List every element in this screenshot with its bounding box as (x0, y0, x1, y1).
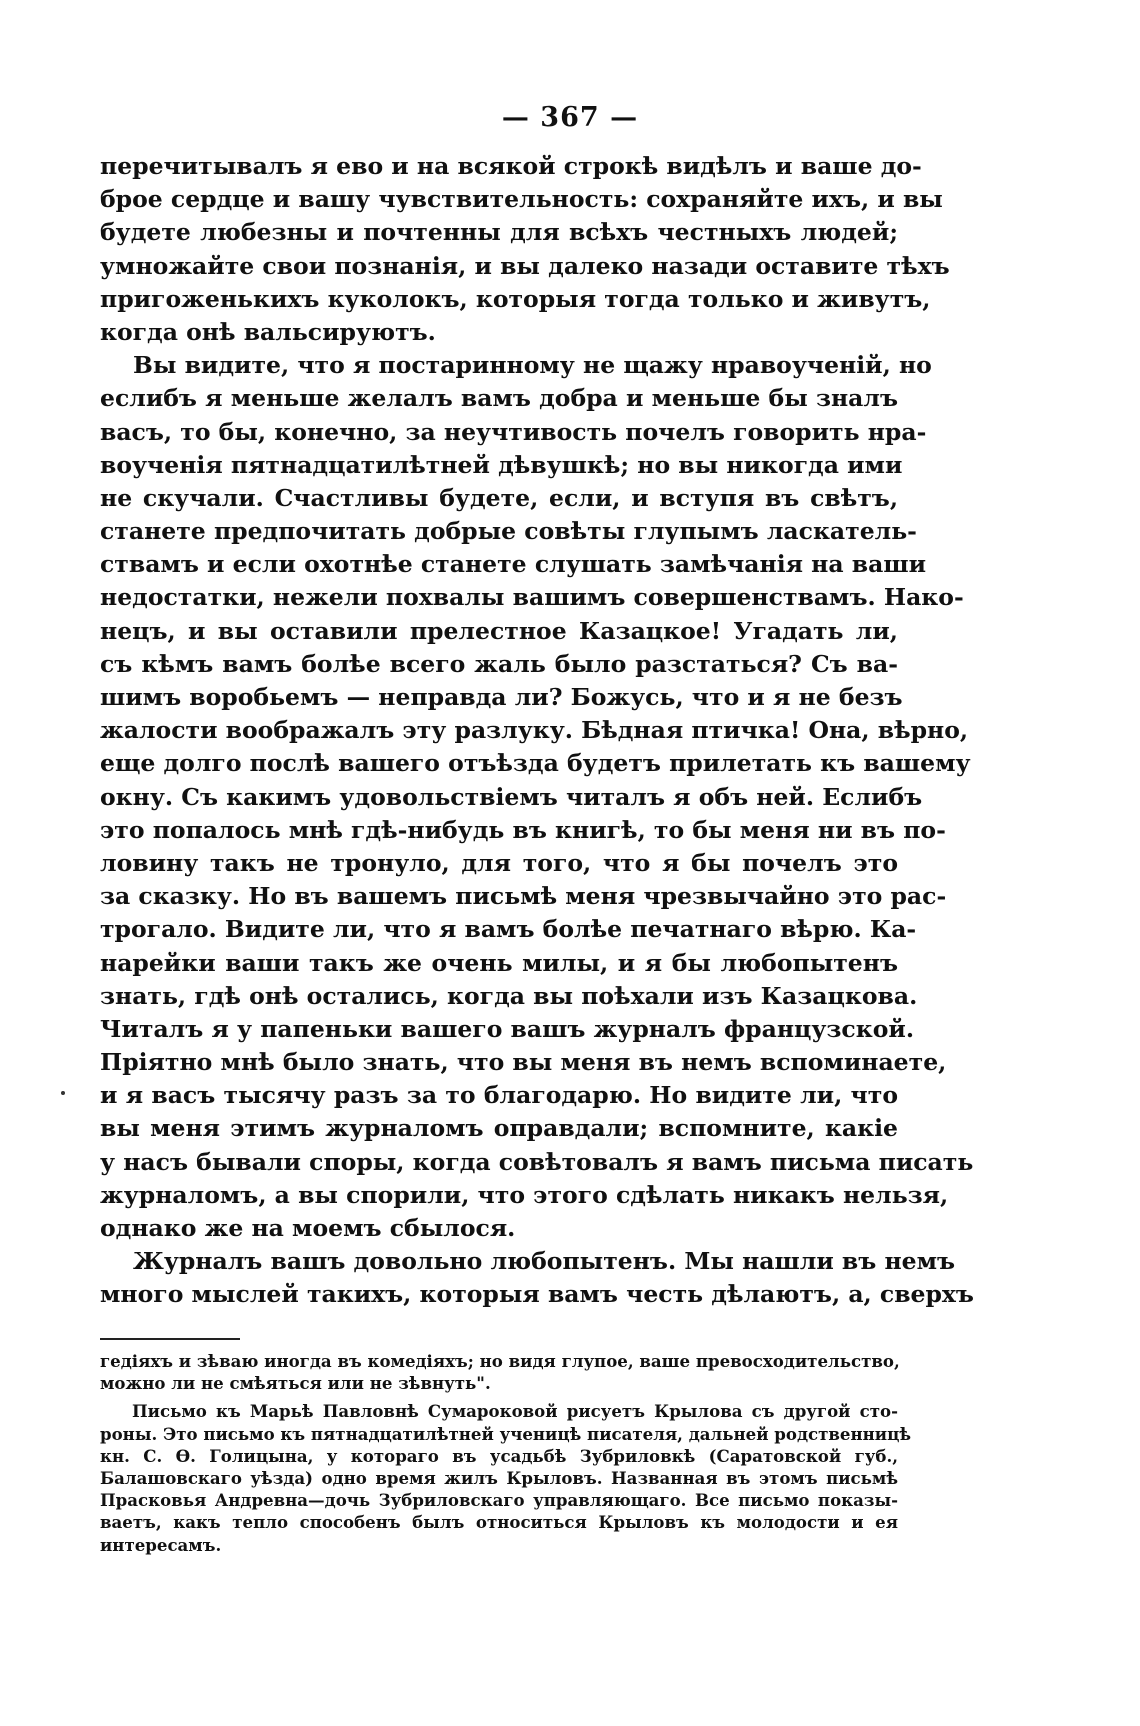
text-line: вы меня этимъ журналомъ оправдали; вспомните, какіе (100, 1114, 898, 1143)
footnote-line: ваетъ, какъ тепло способенъ былъ относиться Крыловъ къ молодости и ея (100, 1512, 898, 1533)
footnotes (100, 1350, 912, 1556)
text-line: жалости воображалъ эту разлуку. Бѣдная птичка! Она, вѣрно, (100, 716, 969, 745)
text-line: еще долго послѣ вашего отъѣзда будетъ прилетать къ вашему (100, 749, 971, 778)
text-line: Пріятно мнѣ было знать, что вы меня въ немъ вспоминаете, (100, 1048, 947, 1077)
text-line: окну. Съ какимъ удовольствіемъ читалъ я объ ней. Еслибъ (100, 782, 923, 811)
page-number: — 367 — (501, 102, 639, 133)
footnote-divider (100, 1338, 240, 1340)
footnote-line: можно ли не смѣяться или не зѣвнуть". (100, 1373, 491, 1394)
text-line: будете любезны и почтенны для всѣхъ честныхъ людей; (100, 218, 898, 247)
text-line: трогало. Видите ли, что я вамъ болѣе печатнаго вѣрю. Ка- (100, 915, 917, 944)
text-line: много мыслей такихъ, которыя вамъ честь дѣлаютъ, а, сверхъ (100, 1280, 974, 1309)
text-line: шимъ воробьемъ — неправда ли? Божусь, что и я не безъ (100, 683, 903, 711)
text-line: за сказку. Но въ вашемъ письмѣ меня чрезвычайно это рас- (100, 882, 947, 911)
text-line: брое сердце и вашу чувствительность: сохраняйте ихъ, и вы (100, 185, 943, 214)
text-line: знать, гдѣ онѣ остались, когда вы поѣхали изъ Казацкова. (100, 981, 918, 1010)
footnote-line: кн. С. Ѳ. Голицына, у котораго въ усадьбѣ Зубриловкѣ (Саратовской губ., (100, 1445, 898, 1466)
footnote-line: роны. Это письмо къ пятнадцатилѣтней ученицѣ писателя, дальней родственницѣ (100, 1423, 912, 1444)
footnote-line: Балашовскаго уѣзда) одно время жилъ Крыловъ. Названная въ этомъ письмѣ (100, 1467, 898, 1488)
text-line: васъ, то бы, конечно, за неучтивость почелъ говорить нра- (100, 417, 927, 446)
main-text (100, 150, 974, 1312)
text-line: умножайте свои познанія, и вы далеко назади оставите тѣхъ (100, 251, 950, 280)
text-line: Читалъ я у папеньки вашего вашъ журналъ французской. (100, 1014, 914, 1043)
text-line: однако же на моемъ сбылося. (100, 1214, 516, 1242)
footnote-line: Прасковья Андревна—дочь Зубриловскаго управляющаго. Все письмо показы- (100, 1490, 898, 1511)
text-line: когда онѣ вальсируютъ. (100, 317, 436, 346)
text-line: пригоженькихъ куколокъ, которыя тогда только и живутъ, (100, 284, 931, 313)
text-line: еслибъ я меньше желалъ вамъ добра и меньше бы зналъ (100, 384, 898, 413)
text-line: ствамъ и если охотнѣе станете слушать замѣчанія на ваши (100, 550, 927, 579)
text-line: перечитывалъ я ево и на всякой строкѣ видѣлъ и ваше до- (100, 152, 922, 180)
margin-speck (61, 1091, 65, 1095)
footnote-line: Письмо къ Марьѣ Павловнѣ Сумароковой рисуетъ Крылова съ другой сто- (132, 1401, 898, 1422)
text-line: и я васъ тысячу разъ за то благодарю. Но видите ли, что (100, 1081, 898, 1110)
text-line: станете предпочитать добрые совѣты глупымъ ласкатель- (100, 517, 917, 546)
text-line: Вы видите, что я постаринному не щажу нравоученій, но (133, 351, 932, 380)
footnote-line: интересамъ. (100, 1534, 222, 1555)
text-line: съ кѣмъ вамъ болѣе всего жаль было разстаться? Съ ва- (100, 649, 898, 678)
text-line: это попалось мнѣ гдѣ-нибудь въ книгѣ, то бы меня ни въ по- (100, 815, 946, 844)
footnote-line: гедіяхъ и зѣваю иногда въ комедіяхъ; но видя глупое, ваше превосходительство, (100, 1351, 900, 1371)
text-line: нарейки ваши такъ же очень милы, и я бы любопытенъ (100, 948, 898, 977)
text-line: нецъ, и вы оставили прелестное Казацкое! Угадать ли, (100, 616, 898, 645)
text-line: воученія пятнадцатилѣтней дѣвушкѣ; но вы никогда ими (100, 450, 903, 479)
text-line: у насъ бывали споры, когда совѣтовалъ я вамъ письма писать (100, 1147, 974, 1176)
text-line: журналомъ, а вы спорили, что этого сдѣлать никакъ нельзя, (100, 1180, 949, 1209)
text-line: Журналъ вашъ довольно любопытенъ. Мы нашли въ немъ (133, 1247, 956, 1276)
text-line: недостатки, нежели похвалы вашимъ совершенствамъ. Нако- (100, 583, 964, 612)
text-line: ловину такъ не тронуло, для того, что я бы почелъ это (100, 848, 898, 877)
text-line: не скучали. Счастливы будете, если, и вступя въ свѣтъ, (100, 483, 898, 512)
